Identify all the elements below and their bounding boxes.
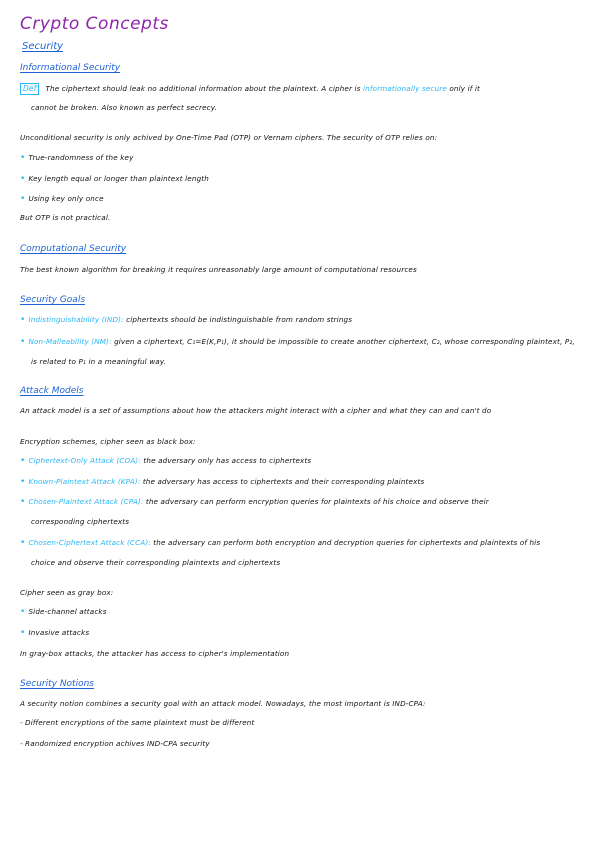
def-text-pre: The ciphertext should leak no additional information about the plaintext. A cipher is [45, 84, 364, 93]
bullet-icon: • [20, 153, 26, 163]
dash-icon: - [20, 718, 24, 727]
bullet-text: True-randomness of the key [28, 153, 134, 162]
def-tag: Def [20, 83, 39, 95]
list-item [20, 607, 107, 617]
term-text: the adversary only has access to ciphertexts [140, 456, 312, 465]
bullet-icon: • [20, 538, 26, 548]
heading-informational-security: Informational Security [20, 63, 121, 73]
list-item [20, 456, 311, 466]
page-title: Crypto Concepts [20, 14, 169, 34]
cca-continuation: choice and observe their corresponding plaintexts and ciphertexts [31, 558, 281, 567]
list-item [20, 153, 133, 163]
bullet-text: Randomized encryption achives IND-CPA security [25, 739, 210, 748]
list-item [20, 739, 210, 748]
otp-line: Unconditional security is only achived by One-Time Pad (OTP) or Vernam ciphers. The security of OTP relies on: [20, 133, 438, 142]
bullet-icon: • [20, 315, 26, 325]
bullet-icon: • [20, 477, 26, 487]
list-item [20, 174, 209, 184]
bullet-icon: • [20, 194, 26, 204]
bullet-icon: • [20, 497, 26, 507]
def-text-post: only if it [446, 84, 480, 93]
bullet-icon: • [20, 456, 26, 466]
bullet-icon: • [20, 628, 26, 638]
bullet-icon: • [20, 174, 26, 184]
term: Non-Malleability (NM): [28, 337, 112, 346]
term: Chosen-Plaintext Attack (CPA): [28, 497, 144, 506]
list-item [20, 628, 89, 638]
def-line-2: cannot be broken. Also known as perfect secrecy. [31, 103, 218, 112]
bullet-text: Different encryptions of the same plaintext must be different [25, 718, 255, 727]
cpa-continuation: corresponding ciphertexts [31, 517, 130, 526]
list-item [20, 194, 104, 204]
term: Indistinguishability (IND): [28, 315, 124, 324]
bullet-text: Side-channel attacks [28, 607, 107, 616]
section-heading-security: Security [22, 41, 64, 52]
attack-intro: An attack model is a set of assumptions about how the attackers might interact with a cipher and what they can and can't do [20, 406, 492, 415]
bullet-text: Using key only once [28, 194, 104, 203]
list-item [20, 538, 540, 548]
term-text: the adversary can perform encryption queries for plaintexts of his choice and observe their [143, 497, 489, 506]
term-text: the adversary has access to ciphertexts and their corresponding plaintexts [140, 477, 425, 486]
computational-text: The best known algorithm for breaking it requires unreasonably large amount of computational resources [20, 265, 417, 274]
list-item [20, 497, 489, 507]
list-item [20, 718, 254, 727]
def-highlight: informationally secure [363, 84, 447, 93]
heading-attack-models: Attack Models [20, 386, 84, 396]
gray-box-line: Cipher seen as gray box: [20, 588, 114, 597]
black-box-line: Encryption schemes, cipher seen as black box: [20, 437, 196, 446]
list-item [20, 315, 352, 325]
notions-text: A security notion combines a security goal with an attack model. Nowadays, the most important is IND-CPA: [20, 699, 426, 708]
dash-icon: - [20, 739, 24, 748]
term: Chosen-Ciphertext Attack (CCA): [28, 538, 151, 547]
term-text: given a ciphertext, C₁=E(K,P₁), it should be impossible to create another ciphertext, C₂, whose corresponding plaintext, P₂, [111, 337, 575, 346]
bullet-text: Key length equal or longer than plaintext length [28, 174, 209, 183]
def-line-1 [20, 83, 480, 95]
heading-security-goals: Security Goals [20, 295, 86, 305]
heading-computational-security: Computational Security [20, 244, 127, 254]
term-text: ciphertexts should be indistinguishable from random strings [123, 315, 353, 324]
otp-closing: But OTP is not practical. [20, 213, 111, 222]
bullet-icon: • [20, 607, 26, 617]
list-item [20, 477, 424, 487]
term-text: the adversary can perform both encryption and decryption queries for ciphertexts and plaintexts of his [150, 538, 541, 547]
term: Ciphertext-Only Attack (COA): [28, 456, 141, 465]
term: Known-Plaintext Attack (KPA): [28, 477, 141, 486]
gray-box-text: In gray-box attacks, the attacker has access to cipher's implementation [20, 649, 290, 658]
nm-continuation: is related to P₁ in a meaningful way. [31, 357, 167, 366]
bullet-text: Invasive attacks [28, 628, 90, 637]
bullet-icon: • [20, 337, 26, 347]
list-item [20, 337, 575, 347]
heading-security-notions: Security Notions [20, 679, 94, 689]
